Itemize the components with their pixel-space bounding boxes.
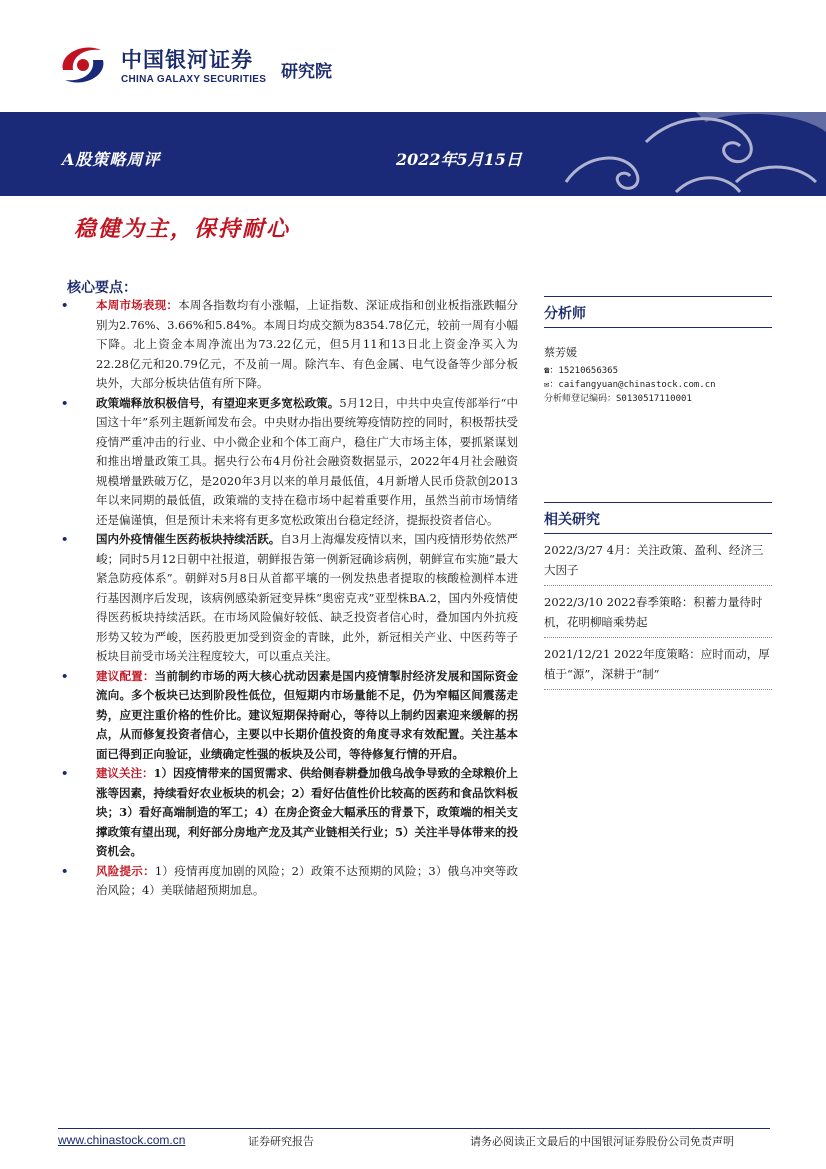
key-point-pharma: [58, 530, 518, 667]
report-date: 2022年5月15日: [396, 150, 522, 169]
key-point-risk: [58, 862, 518, 901]
bullet-icon: •: [61, 668, 69, 683]
key-points-list: [58, 296, 518, 901]
key-point-allocation: [58, 667, 518, 765]
bullet-icon: •: [61, 766, 69, 780]
related-item[interactable]: 2022/3/10 2022春季策略：积蓄力量待时机，花明柳暗乘势起: [544, 586, 772, 638]
logo-chinese-name: 中国银河证券: [121, 48, 253, 72]
related-item[interactable]: 2022/3/27 4月：关注政策、盈利、经济三大因子: [544, 534, 772, 586]
key-point-label: 国内外疫情催生医药板块持续活跃。: [96, 532, 281, 546]
key-point-text: 本周各指数均有小涨幅，上证指数、深证成指和创业板指涨跌幅分别为2.76%、3.66%和5.84%。本周日均成交额为8354.78亿元，较前一周有小幅下降。北上资金本周净流出为73.22亿元，但5月11和13日北上资金净买入为22.28亿元和20.79亿元，不及前一周。除汽车、有色金属、电气设备等少部分板块外，大部分板块估值有所下降。: [96, 298, 519, 390]
analyst-phone: ☎：15210656365: [544, 366, 619, 376]
related-item[interactable]: 2021/12/21 2022年度策略：应时而动，厚植于“源”，深耕于“制”: [544, 638, 772, 690]
bullet-icon: •: [61, 863, 69, 878]
institute-name: 研究院: [281, 62, 332, 82]
bullet-icon: •: [61, 298, 69, 312]
analyst-heading: 分析师: [544, 303, 772, 328]
key-point-text: 1）因疫情带来的国贸需求、供给侧春耕叠加俄乌战争导致的全球粮价上涨等因素，持续看好农业板块的机会；2）看好估值性价比较高的医药和食品饮料板块；3）看好高端制造的军工；4）在房企资金大幅承压的背景下，政策端的相关支撑政策有望出现，利好部分房地产龙及其产业链相关行业；5）关注半导体带来的投资机会。: [96, 766, 518, 858]
footer-disclaimer: 请务必阅读正文最后的中国银河证券股份公司免责声明: [470, 1135, 734, 1148]
key-point-label: 建议配置：: [96, 668, 155, 683]
key-point-label: 风险提示：: [96, 863, 155, 878]
key-point-label: 政策端释放积极信号，有望迎来更多宽松政策。: [96, 395, 340, 410]
analyst-box: [544, 296, 772, 406]
analyst-email[interactable]: ✉：caifangyuan@chinastock.com.cn: [544, 380, 716, 390]
company-logo: [55, 40, 355, 100]
galaxy-logo-icon: [55, 40, 111, 90]
report-type: A股策略周评: [62, 150, 161, 169]
key-point-focus: [58, 764, 518, 862]
key-point-text: 当前制约市场的两大核心扰动因素是国内疫情掣肘经济发展和国际资金流向。多个板块已达到阶段性低位，但短期内市场量能不足，仍为窄幅区间震荡走势，应更注重价格的性价比。建议短期保持耐心，等待以上制约因素迎来缓解的拐点，从而修复投资者信心，主要以中长期价值投资的角度寻求有效配置。关注基本面已得到正向验证，业绩确定性强的板块及公司，等待修复行情的开启。: [96, 668, 519, 761]
report-title: 稳健为主，保持耐心: [74, 217, 291, 242]
bullet-icon: •: [61, 532, 69, 546]
key-point-label: 本周市场表现：: [96, 298, 179, 312]
footer-website-link[interactable]: www.chinastock.com.cn: [58, 1133, 186, 1147]
related-heading: 相关研究: [544, 509, 772, 534]
key-point-label: 建议关注：: [96, 766, 154, 780]
footer-divider: [58, 1128, 770, 1129]
logo-english-name: CHINA GALAXY SECURITIES: [121, 74, 267, 85]
analyst-name: 蔡芳媛: [544, 346, 577, 359]
footer-report-label: 证券研究报告: [248, 1135, 314, 1148]
key-point-text: 1）疫情再度加剧的风险；2）政策不达预期的风险；3）俄乌冲突等政治风险；4）美联储超预期加息。: [96, 863, 519, 897]
key-point-policy: [58, 394, 518, 531]
cloud-pattern-decoration: [526, 112, 826, 196]
bullet-icon: •: [61, 395, 69, 410]
key-point-market: [58, 296, 518, 394]
analyst-registration: 分析师登记编码：S0130517110001: [544, 394, 692, 404]
related-research-box: [544, 502, 772, 690]
key-points-heading: 核心要点：: [67, 280, 137, 296]
key-point-text: 自3月上海爆发疫情以来，国内疫情形势依然严峻；同时5月12日朝中社报道，朝鲜报告第一例新冠确诊病例，朝鲜宣布实施“最大紧急防疫体系”。朝鲜对5月8日从首都平壤的一例发热患者提取的核酸检测样本进行基因测序后发现，该病例感染新冠变异株“奥密克戎”亚型株BA.2，国内外疫情使得医药板块持续活跃。在市场风险偏好较低、缺乏投资者信心时，叠加国内外抗疫形势又较为严峻，医药股更加受到资金的青睐，此外，新冠相关产业、中医药等子板块目前受市场关注程度较大，可以重点关注。: [96, 532, 518, 663]
key-point-text: 5月12日，中共中央宣传部举行“中国这十年”系列主题新闻发布会。中央财办指出要统筹疫情防控的同时，积极帮扶受疫情严重冲击的行业、中小微企业和个体工商户，稳住广大市场主体，要抓紧谋划和推出增量政策工具。据央行公布4月份社会融资数据显示，2022年4月社会融资规模增量跌破万亿，是2020年3月以来的单月最低值，4月新增人民币贷款创2013年以来同期的最低值，政策端的支持在稳市场中起着重要作用，虽然当前市场情绪还是偏谨慎，但是预计未来将有更多宽松政策出台稳定经济，提振投资者信心。: [96, 395, 519, 527]
